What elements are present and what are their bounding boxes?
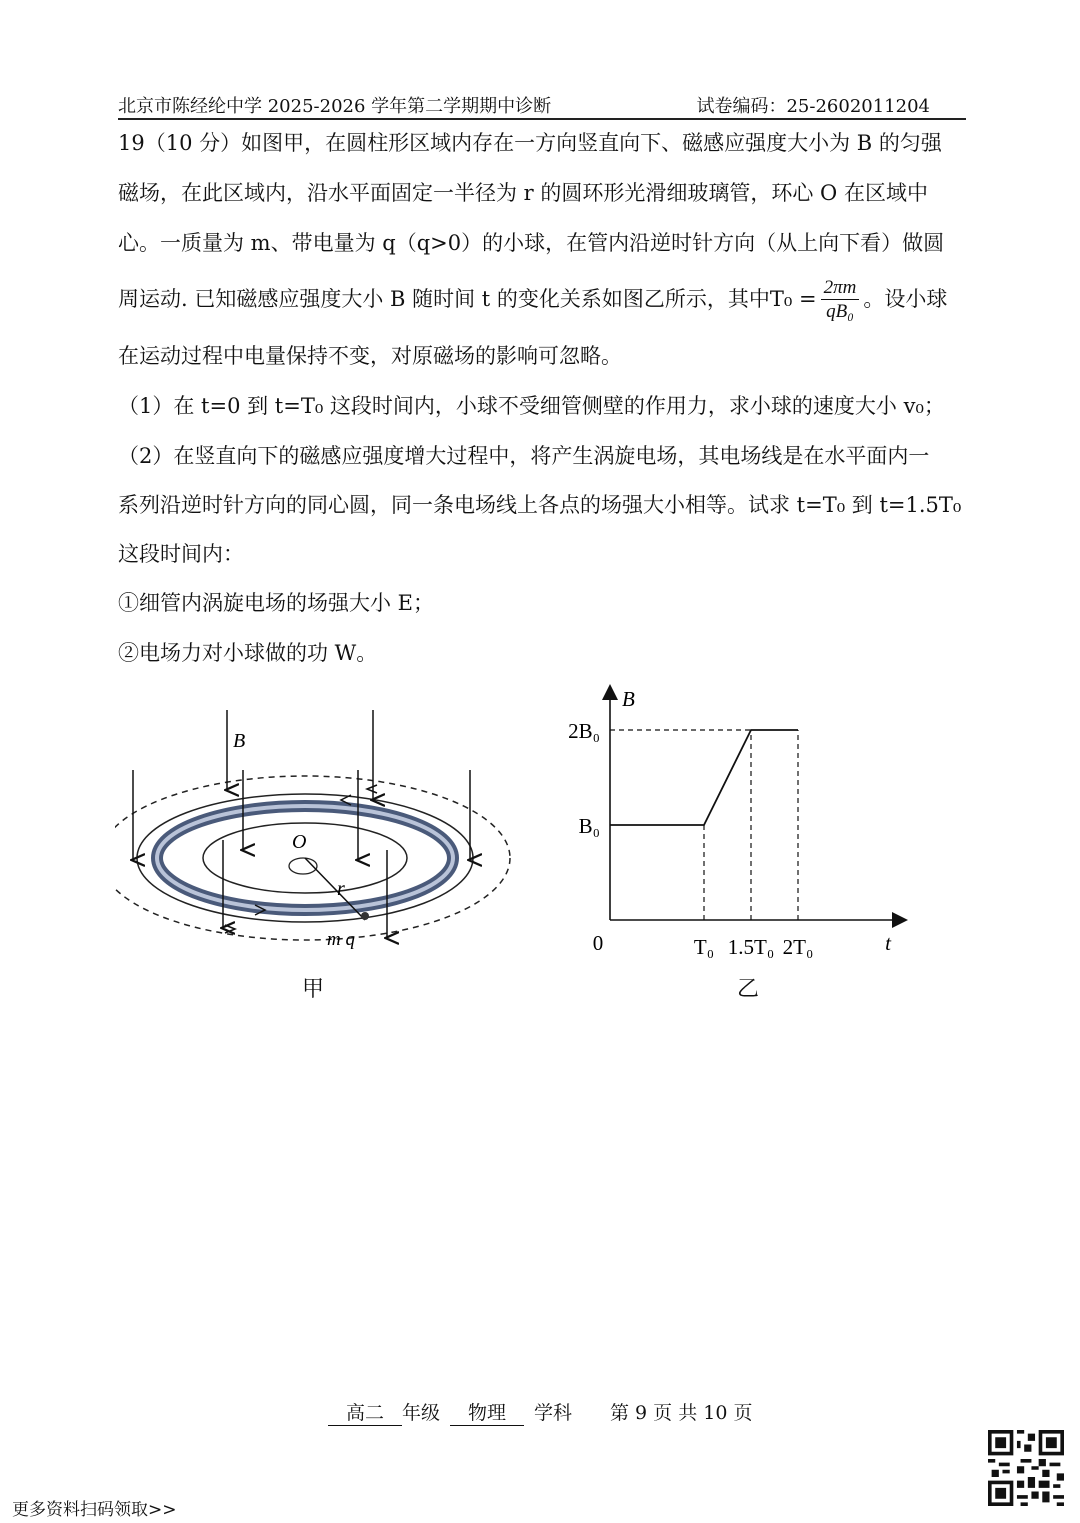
more-resources-text: 更多资料扫码领取>> <box>12 1500 177 1520</box>
x-axis-label: t <box>885 931 891 955</box>
question-line-5: 在运动过程中电量保持不变，对原磁场的影响可忽略。 <box>118 344 622 368</box>
ring-direction-arrow <box>225 925 235 933</box>
sub-question-2: ②电场力对小球做的功 W。 <box>118 641 378 665</box>
footer-subject-suffix: 学科 <box>534 1402 573 1424</box>
part-2-line-3: 这段时间内： <box>118 542 244 566</box>
question-line-4-pre: 周运动. 已知磁感应强度大小 B 随时间 t 的变化关系如图乙所示，其中T₀ = <box>118 287 817 311</box>
footer-page-number: 第 9 页 共 10 页 <box>610 1402 753 1424</box>
y-tick-label: 2B₀ <box>568 719 600 743</box>
label-mq: m q <box>327 929 355 950</box>
x-tick-label: 1.5T₀ <box>727 935 775 959</box>
school-title: 北京市陈经纶中学 2025-2026 学年第二学期期中诊断 <box>118 96 552 117</box>
question-line-4 <box>118 273 978 325</box>
fraction-numerator: 2πm <box>821 277 860 300</box>
part-2-line-1: （2）在竖直向下的磁感应强度增大过程中，将产生涡旋电场，其电场线是在水平面内一 <box>118 444 930 468</box>
qr-code[interactable] <box>988 1430 1064 1506</box>
page-header <box>118 88 966 120</box>
paper-code: 试卷编码：25-2602011204 <box>696 96 930 117</box>
figure-a-diagram <box>115 700 525 960</box>
x-tick-label: 2T₀ <box>782 935 814 959</box>
y-tick-label: B₀ <box>578 814 600 838</box>
x-tick-label: T₀ <box>693 935 715 959</box>
footer-subject: 物理 <box>450 1398 524 1426</box>
question-line-2: 磁场，在此区域内，沿水平面固定一半径为 r 的圆环形光滑细玻璃管，环心 O 在区域中 <box>118 181 928 205</box>
footer-grade: 高二 <box>328 1398 402 1426</box>
question-line-4-post: 。设小球 <box>863 287 948 311</box>
origin-label: 0 <box>592 931 604 955</box>
t0-fraction <box>821 277 860 324</box>
ring-direction-arrow <box>367 785 377 793</box>
sub-question-1: ①细管内涡旋电场的场强大小 E； <box>118 591 435 615</box>
label-o: O <box>292 831 307 853</box>
figure-a-caption: 甲 <box>302 977 325 1002</box>
figure-b-caption: 乙 <box>737 977 760 1002</box>
part-2-line-2: 系列沿逆时针方向的同心圆，同一条电场线上各点的场强大小相等。试求 t=T₀ 到 t=1.5T₀ <box>118 493 962 517</box>
label-b: B <box>233 730 246 752</box>
label-r: r <box>337 878 345 900</box>
question-line-3: 心。一质量为 m、带电量为 q（q>0）的小球，在管内沿逆时针方向（从上向下看）做圆 <box>118 231 945 255</box>
b-t-series-line <box>610 730 798 825</box>
charged-ball <box>361 912 369 920</box>
figure-b-chart <box>545 680 915 970</box>
question-line-1: 19（10 分）如图甲，在圆柱形区域内存在一方向竖直向下、磁感应强度大小为 B 的匀强 <box>118 131 942 155</box>
y-axis-label: B <box>622 687 635 711</box>
fraction-denominator: qB₀ <box>826 301 854 322</box>
part-1: （1）在 t=0 到 t=T₀ 这段时间内，小球不受细管侧壁的作用力，求小球的速度大小 v₀； <box>118 394 945 418</box>
footer-grade-suffix: 年级 <box>402 1402 441 1424</box>
